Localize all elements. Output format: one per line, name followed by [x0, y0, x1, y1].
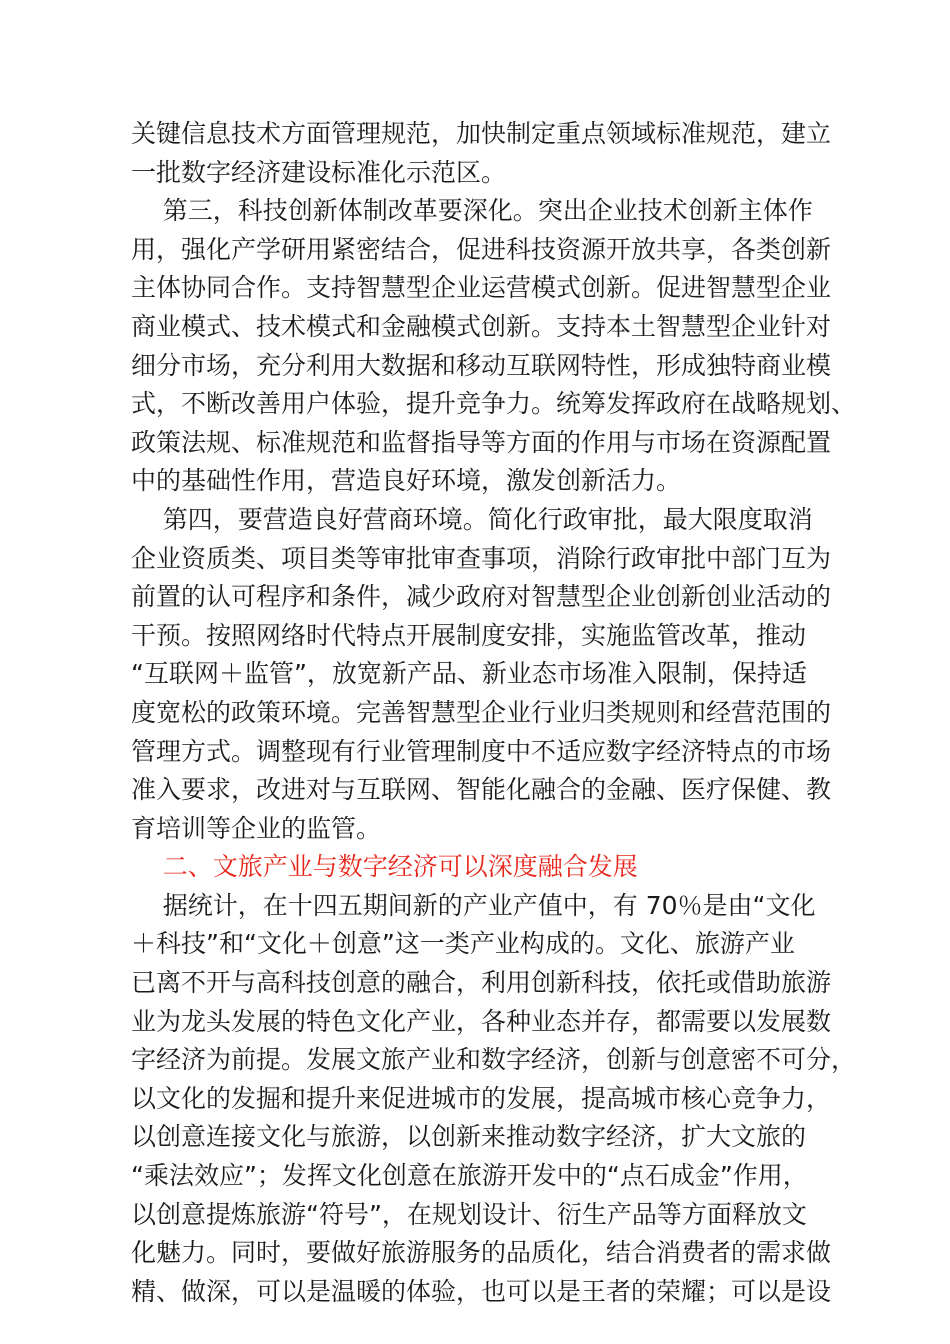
text-line: “乘法效应”；发挥文化创意在旅游开发中的“点石成金”作用，: [131, 1161, 808, 1191]
paragraph-third: [131, 192, 857, 501]
section-heading: [131, 848, 851, 887]
text-line: 用，强化产学研用紧密结合，促进科技资源开放共享，各类创新: [131, 234, 832, 264]
text-line: 政策法规、标准规范和监督指导等方面的作用与市场在资源配置: [131, 427, 832, 457]
text-line: 业为龙头发展的特色文化产业，各种业态并存，都需要以发展数: [131, 1006, 832, 1036]
text-line: 商业模式、技术模式和金融模式创新。支持本土智慧型企业针对: [131, 311, 832, 341]
text-line: 式，不断改善用户体验，提升竞争力。统筹发挥政府在战略规划、: [131, 389, 857, 419]
text-line: ＋科技”和“文化＋创意”这一类产业构成的。文化、旅游产业: [131, 929, 795, 959]
text-line: 干预。按照网络时代特点开展制度安排，实施监管改革，推动: [131, 620, 807, 650]
text-line: 以创意提炼旅游“符号”，在规划设计、衍生产品等方面释放文: [131, 1199, 807, 1229]
document-body: [131, 115, 857, 1311]
text-line: 主体协同合作。支持智慧型企业运营模式创新。促进智慧型企业: [131, 273, 832, 303]
text-line: 度宽松的政策环境。完善智慧型企业行业归类规则和经营范围的: [131, 697, 832, 727]
text-line: 关键信息技术方面管理规范，加快制定重点领域标准规范，建立: [131, 119, 832, 148]
text-line: 已离不开与高科技创意的融合，利用创新科技，依托或借助旅游: [131, 968, 832, 998]
text-line: 化魅力。同时，要做好旅游服务的品质化，结合消费者的需求做: [131, 1238, 832, 1268]
text-line: 字经济为前提。发展文旅产业和数字经济，创新与创意密不可分，: [131, 1045, 857, 1075]
text-line: 精、做深，可以是温暖的体验，也可以是王者的荣耀；可以是设: [131, 1276, 832, 1306]
text-line: 以创意连接文化与旅游，以创新来推动数字经济，扩大文旅的: [131, 1122, 807, 1152]
text-line: 中的基础性作用，营造良好环境，激发创新活力。: [131, 466, 682, 496]
text-line: 一批数字经济建设标准化示范区。: [131, 157, 507, 187]
text-line: 细分市场，充分利用大数据和移动互联网特性，形成独特商业模: [131, 350, 832, 380]
paragraph-continuation: [131, 115, 851, 192]
paragraph-stats: [131, 887, 857, 1312]
text-line: 育培训等企业的监管。: [131, 813, 382, 843]
section-heading-text: 二、文旅产业与数字经济可以深度融合发展: [131, 852, 638, 882]
text-line: 据统计，在十四五期间新的产业产值中，有 70％是由“文化: [131, 890, 816, 920]
text-line: 管理方式。调整现有行业管理制度中不适应数字经济特点的市场: [131, 736, 832, 766]
text-line: 准入要求，改进对与互联网、智能化融合的金融、医疗保健、教: [131, 775, 832, 805]
text-line: 第三，科技创新体制改革要深化。突出企业技术创新主体作: [131, 196, 813, 226]
text-line: 前置的认可程序和条件，减少政府对智慧型企业创新创业活动的: [131, 582, 832, 612]
paragraph-fourth: [131, 501, 851, 848]
text-line: “互联网＋监管”，放宽新产品、新业态市场准入限制，保持适: [131, 659, 807, 689]
text-line: 企业资质类、项目类等审批审查事项，消除行政审批中部门互为: [131, 543, 832, 573]
text-line: 第四，要营造良好营商环境。简化行政审批，最大限度取消: [131, 504, 813, 534]
text-line: 以文化的发掘和提升来促进城市的发展，提高城市核心竞争力，: [131, 1083, 832, 1113]
